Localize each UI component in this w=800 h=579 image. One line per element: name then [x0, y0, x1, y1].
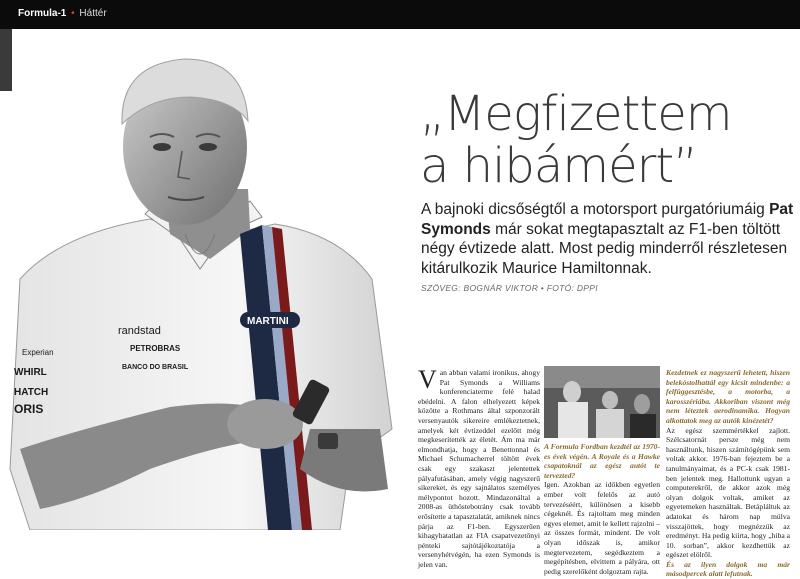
body-column-2	[544, 442, 660, 576]
column-3-text: Az egész szemmértékkel zajlott. Szélcsatornát persze még nem használtunk, hiszen számítógépünk sem voltak akkor. 1976-ban fejeztem be a tanulmányaimat, és a PC-k csak 1981-ben jelentek meg. Hallottunk ugyan a computerekről, de akkor azok még olyan dolgok voltak, amiket az egyetemeken használtak. Betápláltuk az adatokat és három nap múlva visszajöttek, hogy megnézzük az eredményt. Ha pedig kiírta, hogy „hiba a 10. sorban”, akkor kezdhettük az egészet elölről.	[666, 425, 790, 560]
interview-question-3: És az ilyen dolgok ma már másodpercek alatt lefutnak.	[666, 559, 790, 579]
body-column-1	[418, 365, 540, 569]
article-title	[420, 88, 790, 192]
article-credit: SZÖVEG: BOGNÁR VIKTOR • FOTÓ: DPPI	[421, 283, 598, 293]
inset-photo	[544, 366, 660, 438]
top-bar	[0, 0, 800, 29]
interview-question-1: A Formula Fordban kezdtél az 1970-es évek végén. A Royale és a Hawke csapatoknál az egész autót te tervezted?	[544, 442, 660, 480]
sponsor-martini: MARTINI	[247, 316, 289, 327]
section-label	[18, 8, 107, 19]
sponsor-randstad: randstad	[118, 325, 161, 337]
article-lead	[421, 200, 796, 278]
subsection-name: Háttér	[79, 8, 107, 19]
column-2-text: Igen. Azokban az időkben egyetlen ember volt felelős az autó tervezéséért, különösen a kisebb cégeknél. És rajtoltam meg minden egyes elemet, amit le kellett rajzolni – az összes formát, mindent. De volt olyan időszak is, amikor megtervezetem, segédkeztem a megépítésben, elvittem a pályára, ott pedig szerelőként dolgoztam rajta.	[544, 480, 660, 576]
body-column-3	[666, 368, 790, 579]
sponsor-banco: BANCO DO BRASIL	[122, 364, 189, 371]
portrait-illustration	[0, 29, 410, 530]
title-line-1: „Megfizettem	[420, 86, 732, 142]
lead-name: Pat Symonds	[421, 201, 794, 238]
title-line-2: a hibámért”	[420, 138, 698, 194]
section-separator: •	[71, 8, 75, 19]
section-name: Formula-1	[18, 8, 67, 19]
inset-photo-illustration	[544, 366, 660, 438]
sponsor-experian: Experian	[22, 348, 54, 357]
interview-question-2: Kezdetnek ez nagyszerű lehetett, hiszen belekóstolhattál egy kicsit mindenbe: a felfüggesztésbe, a motorba, a karosszériába. Akkoriban viszont még nem léteztek aerodinamika. Hogyan alkottatok meg az autók kinézetét?	[666, 368, 790, 425]
lead-part-1: A bajnoki dicsőségtől a motorsport purgatóriumáig	[421, 201, 770, 218]
lead-part-2: már sokat megtapasztalt az F1-ben töltött négy évtizede alatt. Most pedig minderről részletesen kitárulkozik Maurice Hamiltonnak.	[421, 220, 788, 277]
drop-cap: V	[418, 365, 437, 394]
sponsor-hatch: HATCH	[14, 387, 49, 398]
sponsor-petrobras: PETROBRAS	[130, 344, 181, 353]
sponsor-whirl: WHIRL	[14, 367, 47, 378]
portrait-photo	[0, 29, 410, 530]
column-1-text: an abban valami ironikus, ahogy Pat Symonds a Williams konferenciatermе felé halad ebédelni. A falon elhelyezett képek közötte a Rothmans által szponzorált versenyautók sikereire emlékeztetnek, amelyek két évtizeddel ezelőtt még megkeserítették az életét. Ám ma már elmondhatja, hogy a Benettonnal és Michael Schumacherrel töltött évek csak egy szakaszt jelentettek pályafutásában, amely végig nagyszerű sikereket, és egy sajnálatos személyes mélypontot hozott. Mindazonáltal a 2008-as üthöstebotrány csak tovább erősítette a tapasztalatát, amiknek nincs párja az F1-ben. Egyszerűen kihagyhatatlan az FIA csapatvezetőnyi pénteki sajtótájékoztatója a versenyhétvégén, ha ezen Symonds is jelen van.	[418, 368, 540, 569]
sponsor-oris: ORIS	[14, 402, 44, 416]
